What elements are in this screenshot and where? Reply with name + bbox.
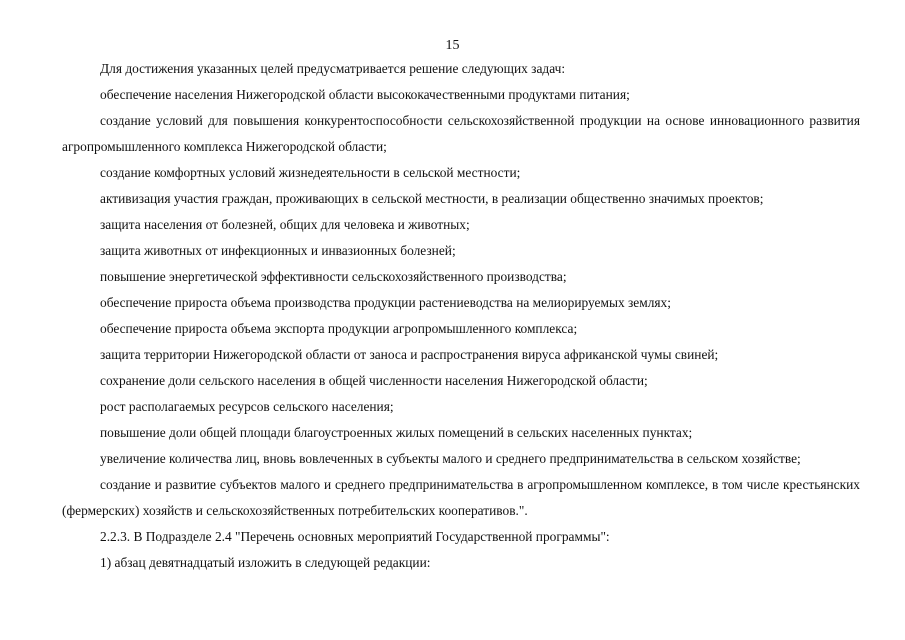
paragraph-task-entrepreneurs: увеличение количества лиц, вновь вовлеченных в субъекты малого и среднего предпринимательства в сельском хозяйстве; (100, 451, 801, 466)
paragraph-task-resources: рост располагаемых ресурсов сельского населения; (100, 399, 394, 414)
document-body (62, 56, 860, 576)
page-number: 15 (445, 38, 460, 53)
paragraph-section-2-2-3: 2.2.3. В Подразделе 2.4 "Перечень основных мероприятий Государственной программы": (100, 529, 610, 544)
paragraph-task-animal-protection: защита животных от инфекционных и инвазионных болезней; (100, 243, 456, 258)
paragraph-task-energy-efficiency: повышение энергетической эффективности сельскохозяйственного производства; (100, 269, 567, 284)
paragraph-task-export: обеспечение прироста объема экспорта продукции агропромышленного комплекса; (100, 321, 578, 336)
paragraph-task-smb-development: создание и развитие субъектов малого и среднего предпринимательства в агропромышленном комплексе, в том числе крестьянских (фермерских) хозяйств и сельскохозяйственных потребительских кооперативов.". (62, 477, 860, 518)
paragraph-task-crop-production: обеспечение прироста объема производства продукции растениеводства на мелиорируемых землях; (100, 295, 671, 310)
paragraph-item-1: 1) абзац девятнадцатый изложить в следующей редакции: (100, 555, 431, 570)
paragraph-task-disease-protection: защита населения от болезней, общих для человека и животных; (100, 217, 470, 232)
paragraph-task-citizen-participation: активизация участия граждан, проживающих в сельской местности, в реализации общественно значимых проектов; (100, 191, 764, 206)
paragraph-intro: Для достижения указанных целей предусматривается решение следующих задач: (100, 61, 566, 76)
paragraph-task-competitiveness: создание условий для повышения конкурентоспособности сельскохозяйственной продукции на основе инновационного развития агропромышленного комплекса Нижегородской области; (62, 113, 860, 154)
paragraph-task-housing: повышение доли общей площади благоустроенных жилых помещений в сельских населенных пунктах; (100, 425, 693, 440)
paragraph-task-swine-fever: защита территории Нижегородской области от заноса и распространения вируса африканской чумы свиней; (100, 347, 719, 362)
paragraph-task-rural-population: сохранение доли сельского населения в общей численности населения Нижегородской области; (100, 373, 648, 388)
paragraph-task-living-conditions: создание комфортных условий жизнедеятельности в сельской местности; (100, 165, 521, 180)
paragraph-task-food: обеспечение населения Нижегородской области высококачественными продуктами питания; (100, 87, 630, 102)
